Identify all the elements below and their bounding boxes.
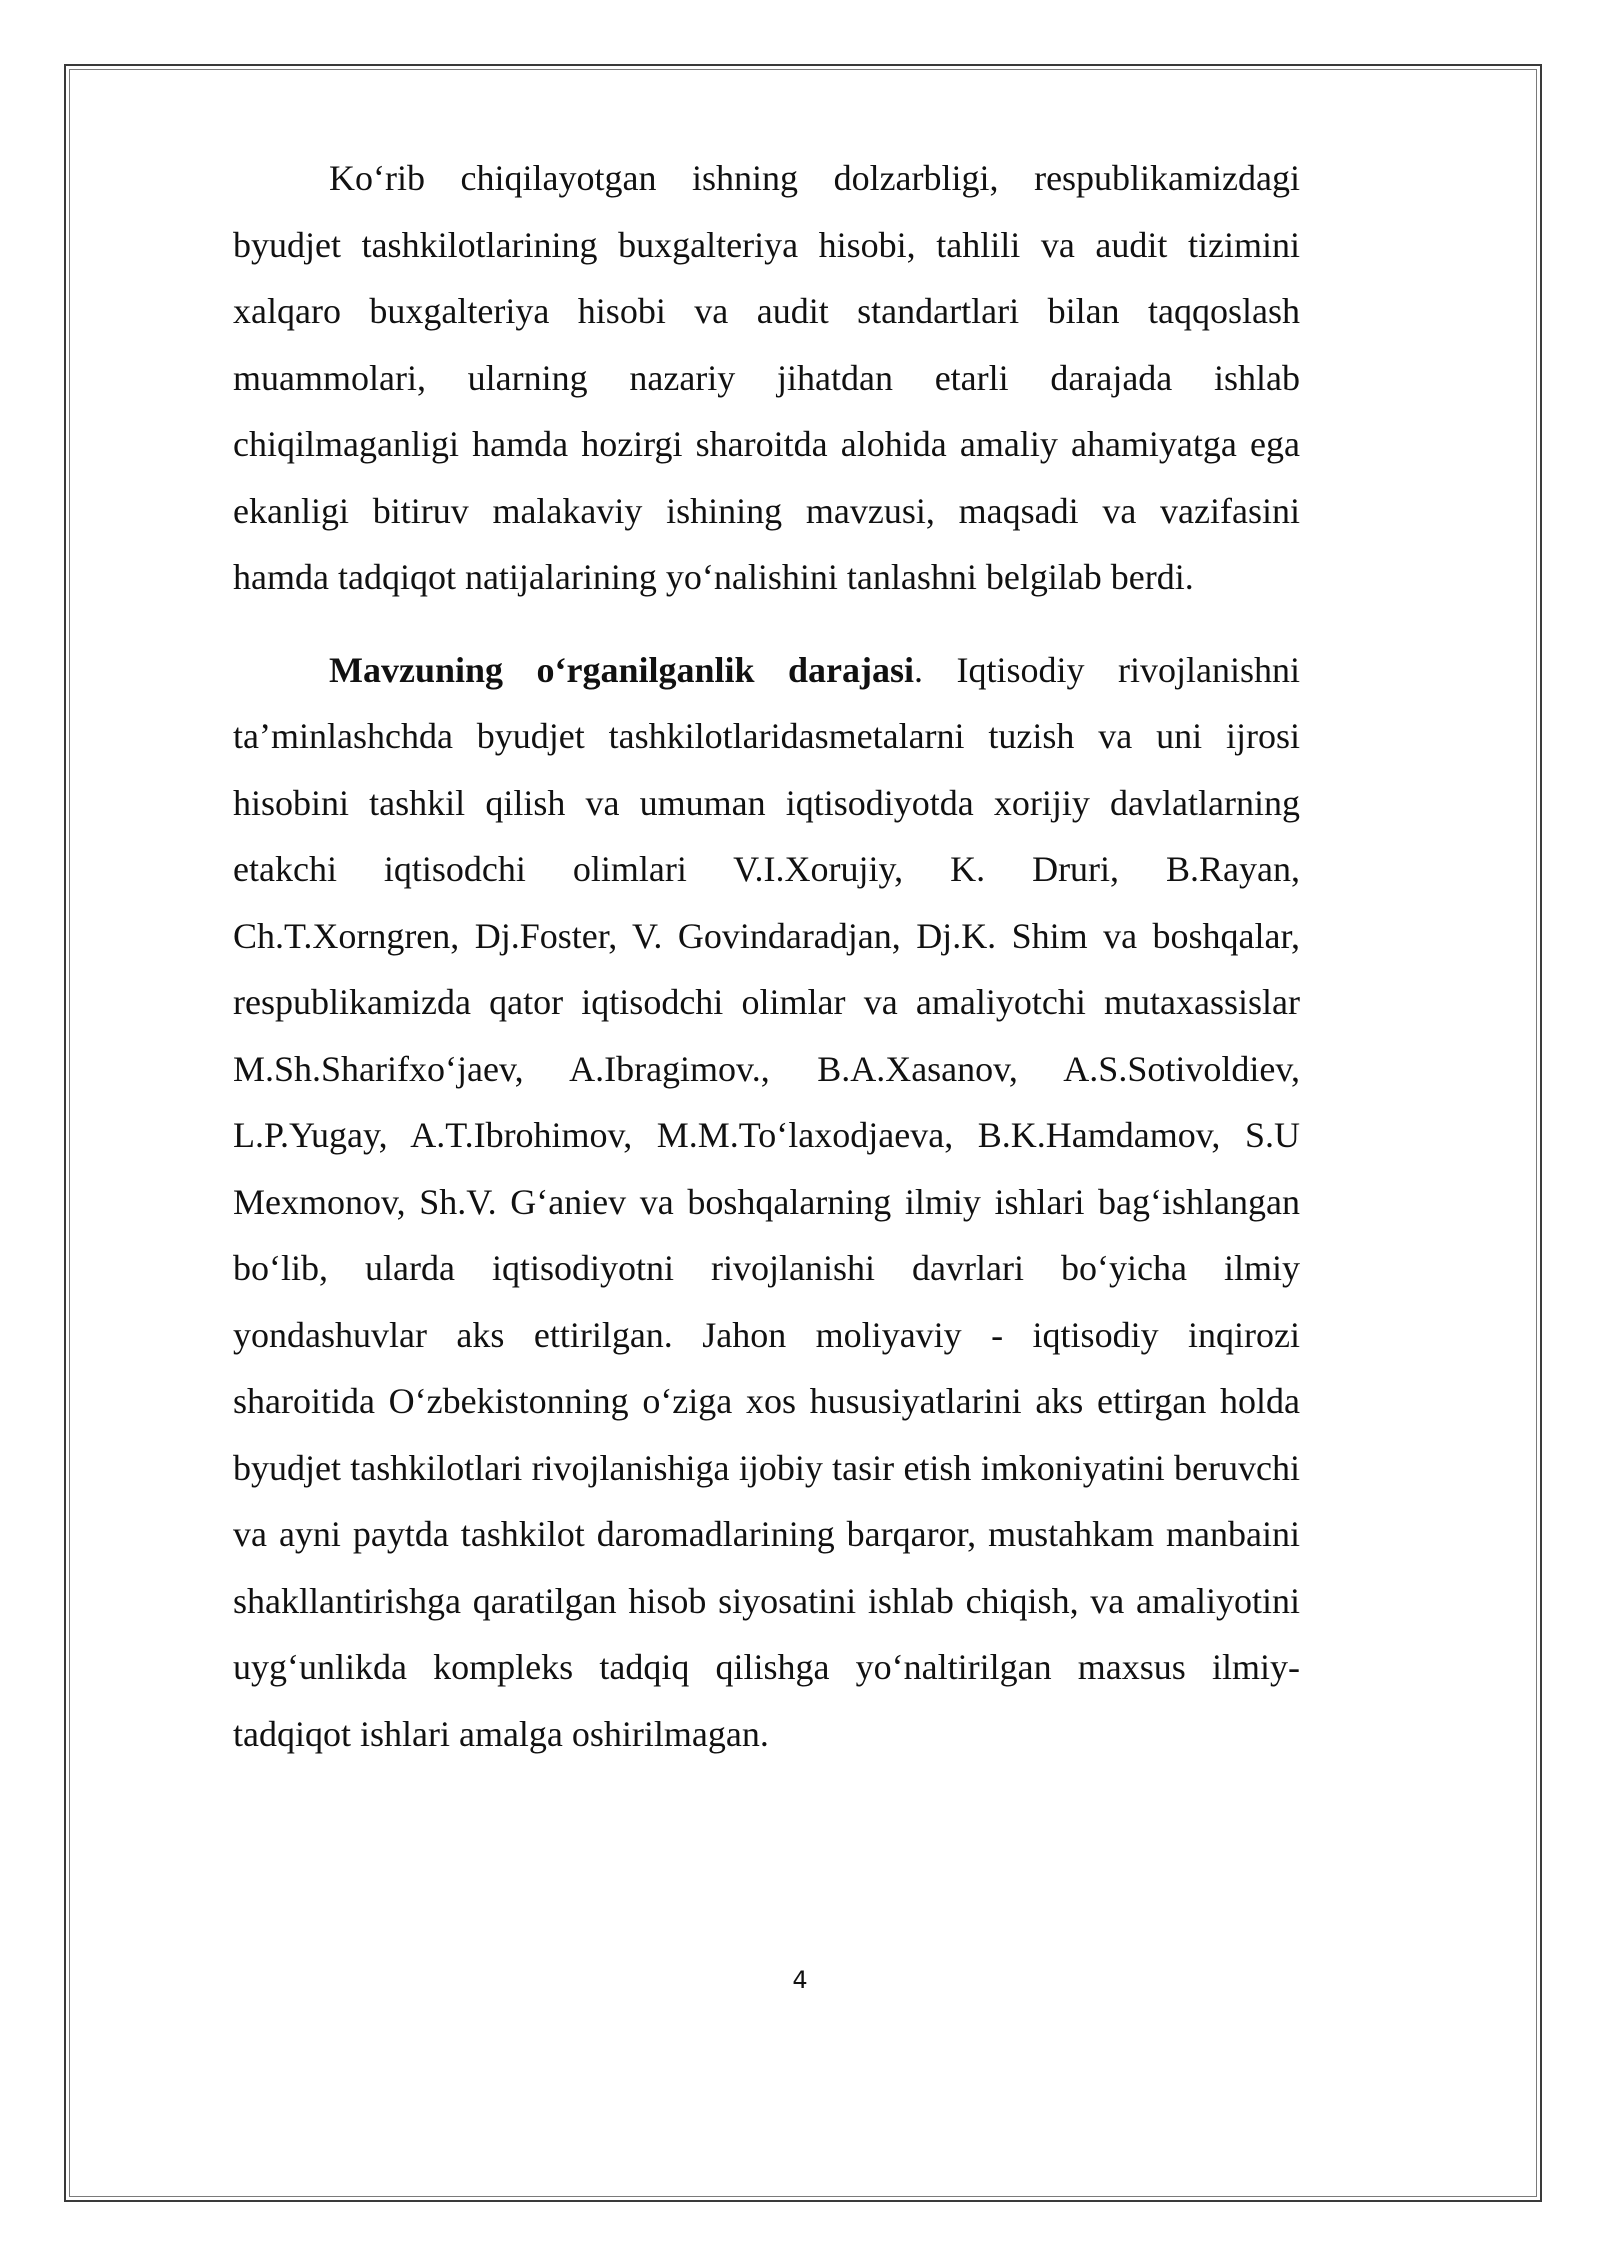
paragraph-study-level [233, 637, 1300, 1768]
document-body [233, 145, 1300, 1767]
paragraph-relevance [233, 145, 1300, 611]
page-number: 4 [792, 1966, 808, 1994]
paragraph-study-level-text: . Iqtisodiy rivojlanishni ta’minlashchda byudjet tashkilotlaridasmetalarni tuzish va uni ijrosi hisobini tashkil qilish va umuman iqtisodiyotda xorijiy davlatlarning etakchi iqtisodchi olimlari V.I.Xorujiy, K. Druri, B.Rayan, Ch.T.Xorngren, Dj.Foster, V. Govindaradjan, Dj.K. Shim va boshqalar, respublikamizda qator iqtisodchi olimlar va amaliyotchi mutaxassislar M.Sh.Sharifxo‘jaev, A.Ibragimov., B.A.Xasanov, A.S.Sotivoldiev, L.P.Yugay, A.T.Ibrohimov, M.M.To‘laxodjaeva, B.K.Hamdamov, S.U Mexmonov, Sh.V. G‘aniev va boshqalarning ilmiy ishlari bag‘ishlangan bo‘lib, ularda iqtisodiyotni rivojlanishi davrlari bo‘yicha ilmiy yondashuvlar aks ettirilgan. Jahon moliyaviy - iqtisodiy inqirozi sharoitida O‘zbekistonning o‘ziga xos hususiyatlarini aks ettirgan holda byudjet tashkilotlari rivojlanishiga ijobiy tasir etish imkoniyatini beruvchi va ayni paytda tashkilot daromadlarining barqaror, mustahkam manbaini shakllantirishga qaratilgan hisob siyosatini ishlab chiqish, va amaliyotini uyg‘unlikda kompleks tadqiq qilishga yo‘naltirilgan maxsus ilmiy-tadqiqot ishlari amalga oshirilmagan. [233, 649, 1300, 1754]
paragraph-heading: Mavzuning o‘rganilganlik darajasi [329, 649, 915, 690]
paragraph-relevance-text: Ko‘rib chiqilayotgan ishning dolzarbligi, respublikamizdagi byudjet tashkilotlarining buxgalteriya hisobi, tahlili va audit tizimini xalqaro buxgalteriya hisobi va audit standartlari bilan taqqoslash muammolari, ularning nazariy jihatdan etarli darajada ishlab chiqilmaganligi hamda hozirgi sharoitda alohida amaliy ahamiyatga ega ekanligi bitiruv malakaviy ishining mavzusi, maqsadi va vazifasini hamda tadqiqot natijalarining yo‘nalishini tanlashni belgilab berdi. [233, 158, 1300, 597]
